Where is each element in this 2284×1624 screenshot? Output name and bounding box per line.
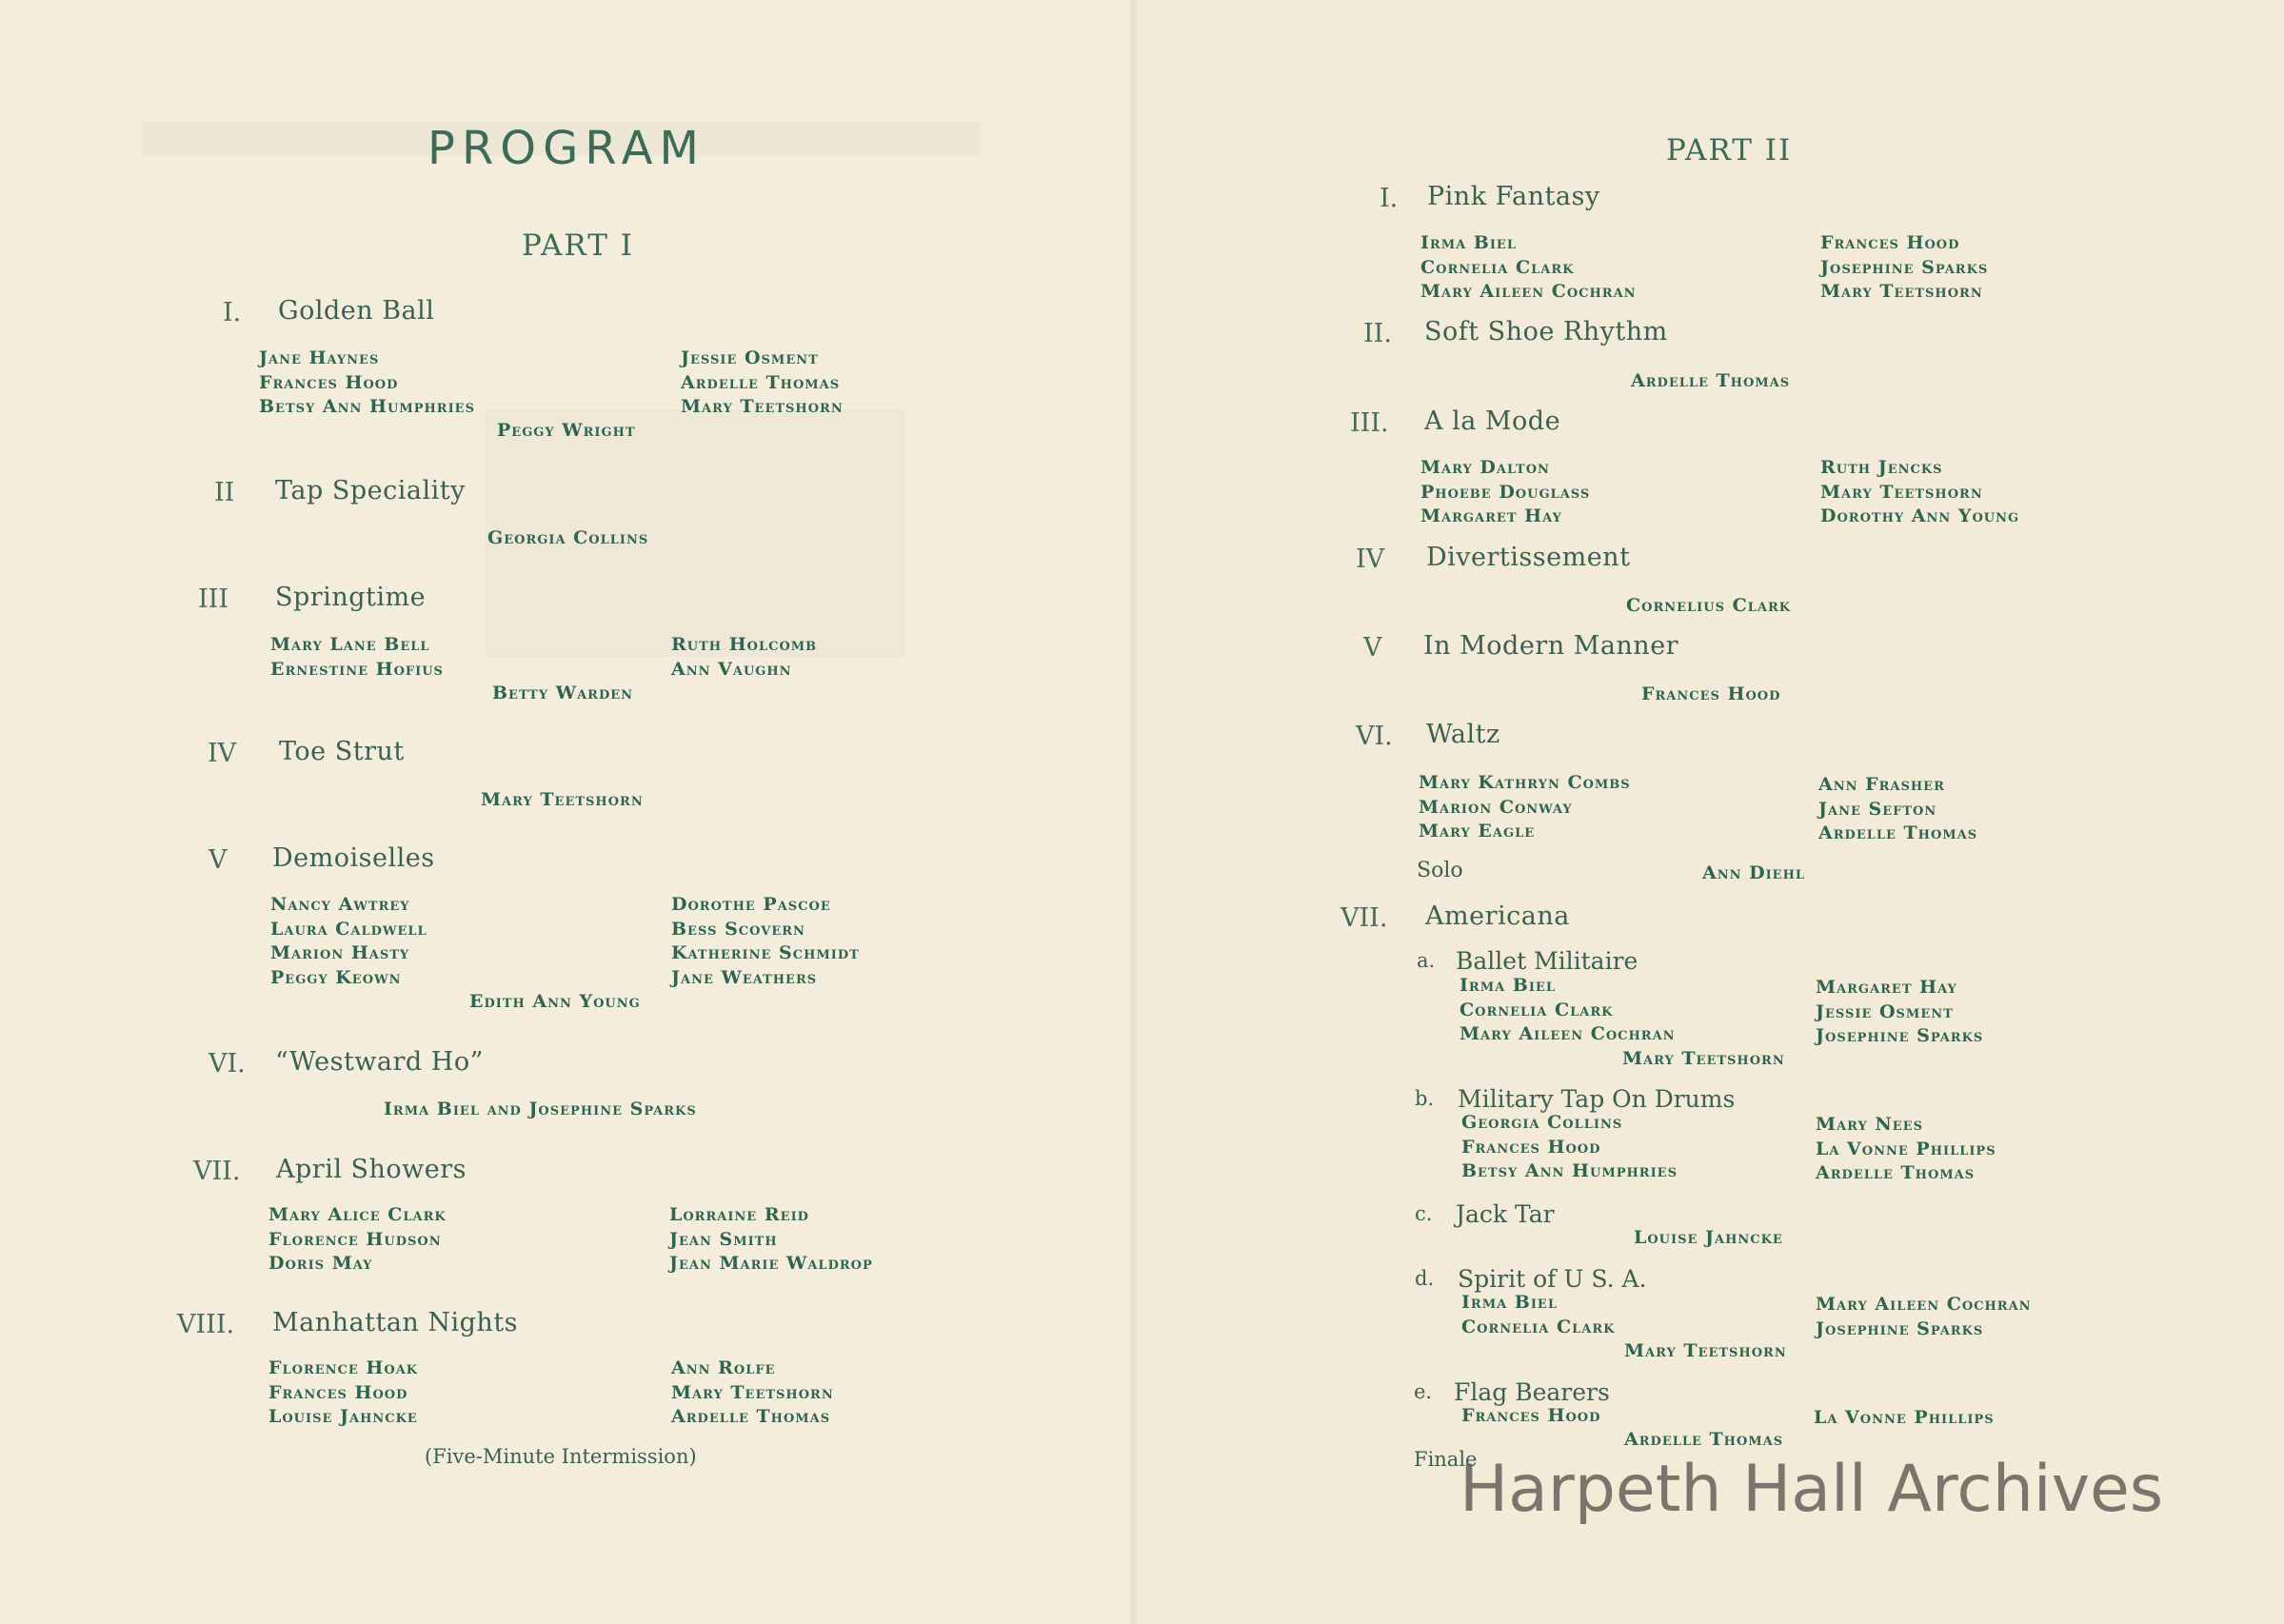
p2-act-7-number: VII. <box>1341 903 1388 933</box>
dancer-name: Ann Vaughn <box>671 658 792 680</box>
p1-act-2-center-name: Georgia Collins <box>487 527 649 548</box>
dancer-name: Mary Teetshorn <box>1820 481 1983 503</box>
p2-act-6-number: VI. <box>1356 722 1393 751</box>
p1-act-4-title: Toe Strut <box>279 737 405 766</box>
dancer-name: Georgia Collins <box>1461 1112 1623 1133</box>
dancer-name: Ernestine Hofius <box>270 658 444 680</box>
dancer-name: Florence Hoak <box>268 1357 419 1378</box>
p2-act-2-number: II. <box>1363 319 1392 348</box>
p2-act-6-solo-name: Ann Diehl <box>1702 862 1806 883</box>
p1-act-6-center-name: Irma Biel and Josephine Sparks <box>384 1099 697 1119</box>
finale-label: Finale <box>1414 1448 1478 1471</box>
dancer-name: Ruth Holcomb <box>671 634 818 655</box>
dancer-name: Ardelle Thomas <box>1818 822 1978 843</box>
sub-b-letter: b. <box>1415 1087 1435 1110</box>
dancer-name: Jane Weathers <box>671 966 818 988</box>
sub-d-letter: d. <box>1415 1267 1435 1290</box>
dancer-name: Cornelia Clark <box>1420 256 1575 278</box>
dancer-name: Mary Kathryn Combs <box>1419 772 1631 793</box>
p2-act-5-title: In Modern Manner <box>1423 631 1679 661</box>
dancer-name: Frances Hood <box>259 371 399 393</box>
sub-e-center-name: Ardelle Thomas <box>1624 1429 1784 1450</box>
dancer-name: Dorothy Ann Young <box>1820 505 2020 526</box>
p2-act-2-center-name: Ardelle Thomas <box>1631 370 1791 391</box>
sub-e-letter: e. <box>1414 1380 1433 1403</box>
p2-act-2-title: Soft Shoe Rhythm <box>1424 317 1668 347</box>
dancer-name: Ardelle Thomas <box>681 371 841 393</box>
part-1-title: PART I <box>522 228 634 263</box>
p1-act-3-left-names <box>270 633 444 682</box>
p2-act-7-title: Americana <box>1425 901 1570 931</box>
dancer-name: Irma Biel <box>1461 1292 1558 1313</box>
p2-act-3-title: A la Mode <box>1424 406 1561 436</box>
p1-act-6-number: VI. <box>209 1049 246 1079</box>
dancer-name: Mary Aileen Cochran <box>1816 1294 2032 1315</box>
p2-act-3-number: III. <box>1350 408 1389 438</box>
dancer-name: Margaret Hay <box>1420 505 1562 526</box>
sub-a-right-names <box>1816 976 1983 1049</box>
sub-e-title: Flag Bearers <box>1454 1378 1610 1406</box>
p1-act-4-number: IV <box>208 739 237 768</box>
sub-c-center-name: Louise Jahncke <box>1634 1227 1783 1248</box>
p1-act-8-right-names <box>671 1357 834 1430</box>
dancer-name: Mary Eagle <box>1419 821 1536 842</box>
dancer-name: Laura Caldwell <box>270 918 427 940</box>
p2-act-4-title: Divertissement <box>1426 543 1631 572</box>
sub-c-title: Jack Tar <box>1456 1200 1555 1228</box>
right-page <box>1133 0 2284 1624</box>
sub-b-title: Military Tap On Drums <box>1458 1085 1736 1113</box>
p1-act-8-number: VIII. <box>177 1310 235 1339</box>
p2-act-6-title: Waltz <box>1426 720 1500 749</box>
p1-act-6-title: “Westward Ho” <box>275 1047 484 1077</box>
dancer-name: Frances Hood <box>1461 1136 1601 1158</box>
p1-act-5-center-name: Edith Ann Young <box>469 991 641 1012</box>
archive-watermark: Harpeth Hall Archives <box>1460 1452 2164 1527</box>
sub-e-left-names <box>1461 1404 1600 1429</box>
intermission-note: (Five-Minute Intermission) <box>425 1445 697 1468</box>
dancer-name: Mary Aileen Cochran <box>1460 1023 1676 1044</box>
p1-act-2-title: Tap Speciality <box>275 476 466 505</box>
dancer-name: Ann Rolfe <box>671 1357 776 1378</box>
part-2-title: PART II <box>1666 133 1793 168</box>
p1-act-3-right-names <box>671 633 817 682</box>
p1-act-5-left-names <box>270 893 427 990</box>
p2-act-4-center-name: Cornelius Clark <box>1626 595 1792 616</box>
dancer-name: Mary Lane Bell <box>270 634 430 655</box>
p2-act-1-left-names <box>1420 231 1637 305</box>
sub-b-left-names <box>1461 1111 1678 1184</box>
p1-act-4-center-name: Mary Teetshorn <box>481 789 644 810</box>
p1-act-3-title: Springtime <box>275 583 427 612</box>
dancer-name: Mary Alice Clark <box>268 1204 447 1225</box>
p1-act-1-right-names <box>681 347 844 420</box>
dancer-name: Ruth Jencks <box>1820 457 1943 478</box>
p1-act-8-left-names <box>268 1357 418 1430</box>
dancer-name: Bess Scovern <box>671 918 805 940</box>
p2-act-6-left-names <box>1419 771 1631 844</box>
dancer-name: Mary Aileen Cochran <box>1420 281 1637 302</box>
dancer-name: Josephine Sparks <box>1816 1317 1984 1339</box>
dancer-name: Marion Hasty <box>270 942 410 963</box>
p2-act-6-right-names <box>1818 773 1977 846</box>
dancer-name: Irma Biel <box>1460 975 1556 996</box>
p1-act-2-number: II <box>214 478 235 507</box>
dancer-name: Josephine Sparks <box>1816 1025 1984 1046</box>
dancer-name: Jessie Osment <box>681 347 819 368</box>
dancer-name: Betsy Ann Humphries <box>1461 1160 1678 1181</box>
dancer-name: Betsy Ann Humphries <box>259 396 475 417</box>
dancer-name: Mary Teetshorn <box>671 1381 834 1403</box>
sub-a-title: Ballet Militaire <box>1456 947 1639 975</box>
p1-act-5-right-names <box>671 893 860 990</box>
p2-act-1-right-names <box>1820 231 1988 305</box>
sub-d-left-names <box>1461 1291 1615 1339</box>
dancer-name: Irma Biel <box>1420 232 1517 253</box>
dancer-name: Florence Hudson <box>268 1228 442 1250</box>
dancer-name: Frances Hood <box>1461 1405 1601 1426</box>
p1-act-8-title: Manhattan Nights <box>272 1308 519 1337</box>
sub-a-left-names <box>1460 974 1676 1047</box>
p1-act-3-center-name: Betty Warden <box>492 683 634 703</box>
sub-b-right-names <box>1816 1113 1996 1186</box>
p1-act-1-center-name: Peggy Wright <box>497 420 636 441</box>
dancer-name: Jean Smith <box>669 1228 778 1250</box>
sub-d-center-name: Mary Teetshorn <box>1624 1340 1787 1361</box>
dancer-name: Peggy Keown <box>270 966 402 988</box>
dancer-name: Frances Hood <box>268 1381 408 1403</box>
p2-act-6-solo-label: Solo <box>1417 859 1463 882</box>
p1-act-1-title: Golden Ball <box>278 296 435 326</box>
dancer-name: Phoebe Douglass <box>1420 481 1591 503</box>
page-fold <box>1129 0 1137 1624</box>
dancer-name: Frances Hood <box>1820 232 1960 253</box>
dancer-name: Doris May <box>268 1253 373 1274</box>
dancer-name: Margaret Hay <box>1816 977 1957 998</box>
p2-act-4-number: IV <box>1356 545 1385 574</box>
p1-act-1-left-names <box>259 347 475 420</box>
p1-act-3-number: III <box>198 584 228 614</box>
dancer-name: Mary Teetshorn <box>1820 281 1983 302</box>
dancer-name: Katherine Schmidt <box>671 942 860 963</box>
dancer-name: Mary Dalton <box>1420 457 1550 478</box>
p2-act-5-number: V <box>1363 633 1382 663</box>
dancer-name: Cornelia Clark <box>1461 1316 1616 1337</box>
dancer-name: Mary Nees <box>1816 1114 1923 1135</box>
dancer-name: Ardelle Thomas <box>1816 1162 1976 1183</box>
dancer-name: Nancy Awtrey <box>270 894 410 915</box>
p1-act-5-title: Demoiselles <box>272 843 435 873</box>
p1-act-7-right-names <box>669 1203 873 1277</box>
dancer-name: La Vonne Phillips <box>1814 1407 1995 1428</box>
dancer-name: Marion Conway <box>1419 796 1573 818</box>
dancer-name: Jean Marie Waldrop <box>669 1253 873 1274</box>
p2-act-3-left-names <box>1420 456 1590 529</box>
p2-act-1-title: Pink Fantasy <box>1427 182 1600 211</box>
dancer-name: Mary Teetshorn <box>681 396 844 417</box>
sub-e-right-names <box>1814 1406 1995 1431</box>
dancer-name: Jessie Osment <box>1816 1000 1954 1022</box>
p1-act-1-number: I. <box>223 298 242 327</box>
dancer-name: Jane Sefton <box>1818 798 1937 820</box>
p2-act-5-center-name: Frances Hood <box>1641 683 1781 704</box>
dancer-name: Lorraine Reid <box>669 1204 809 1225</box>
p1-act-7-left-names <box>268 1203 447 1277</box>
sub-a-center-name: Mary Teetshorn <box>1622 1048 1785 1069</box>
dancer-name: Cornelia Clark <box>1460 999 1614 1020</box>
dancer-name: Ann Frasher <box>1818 774 1945 795</box>
dancer-name: Louise Jahncke <box>268 1406 418 1427</box>
dancer-name: La Vonne Phillips <box>1816 1138 1996 1159</box>
p1-act-7-number: VII. <box>193 1157 241 1186</box>
dancer-name: Ardelle Thomas <box>671 1406 831 1427</box>
sub-a-letter: a. <box>1417 949 1436 972</box>
p1-act-5-number: V <box>209 845 228 875</box>
sub-d-title: Spirit of U S. A. <box>1458 1265 1647 1293</box>
dancer-name: Josephine Sparks <box>1820 256 1989 278</box>
sub-d-right-names <box>1816 1293 2032 1341</box>
dancer-name: Jane Haynes <box>259 347 380 368</box>
p2-act-3-right-names <box>1820 456 2019 529</box>
sub-c-letter: c. <box>1415 1202 1433 1225</box>
p1-act-7-title: April Showers <box>276 1155 467 1184</box>
p2-act-1-number: I. <box>1380 184 1399 213</box>
dancer-name: Dorothe Pascoe <box>671 894 831 915</box>
program-title: PROGRAM <box>427 122 705 175</box>
